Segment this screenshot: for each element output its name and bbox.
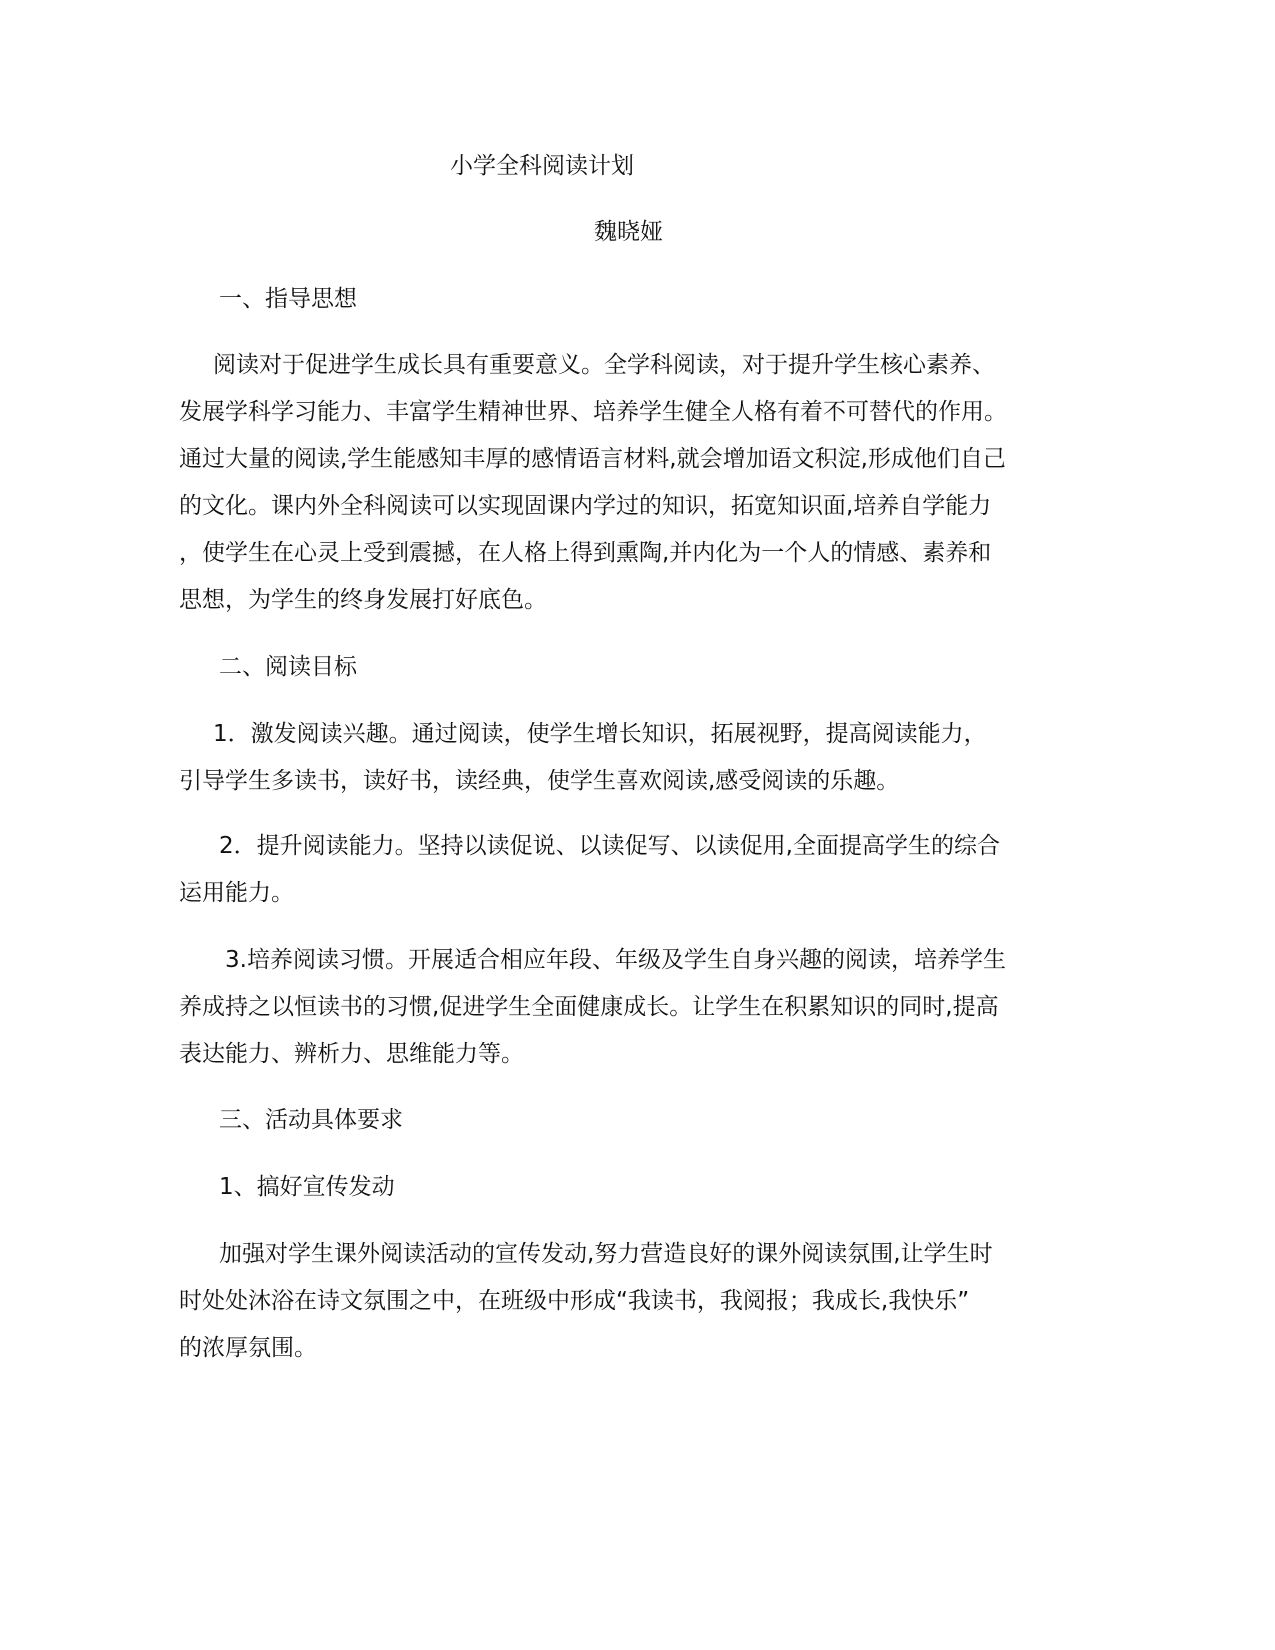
paragraph-line: ，使学生在心灵上受到震撼，在人格上得到熏陶,并内化为一个人的情感、素养和	[179, 540, 992, 566]
paragraph-line: 2．提升阅读能力。坚持以读促说、以读促写、以读促用,全面提高学生的综合	[219, 833, 1000, 859]
section-heading-reading-goals: 二、阅读目标	[219, 654, 357, 680]
paragraph-line: 表达能力、辨析力、思维能力等。	[179, 1041, 524, 1067]
paragraph-line: 的浓厚氛围。	[179, 1335, 317, 1361]
section-heading-guiding-idea: 一、指导思想	[219, 286, 357, 312]
section-heading-activity-requirements: 三、活动具体要求	[219, 1107, 403, 1133]
paragraph-line: 的文化。课内外全科阅读可以实现固课内学过的知识，拓宽知识面,培养自学能力	[179, 493, 992, 519]
paragraph-line: 养成持之以恒读书的习惯,促进学生全面健康成长。让学生在积累知识的同时,提高	[179, 994, 999, 1020]
paragraph-line: 通过大量的阅读,学生能感知丰厚的感情语言材料,就会增加语文积淀,形成他们自己	[179, 446, 1006, 472]
paragraph-line: 时处处沐浴在诗文氛围之中，在班级中形成“我读书，我阅报；我成长,我快乐”	[179, 1288, 970, 1314]
document-title: 小学全科阅读计划	[450, 153, 634, 179]
paragraph-line: 引导学生多读书，读好书，读经典，使学生喜欢阅读,感受阅读的乐趣。	[179, 768, 900, 794]
paragraph-line: 3.培养阅读习惯。开展适合相应年段、年级及学生自身兴趣的阅读，培养学生	[225, 947, 1006, 973]
paragraph-line: 运用能力。	[179, 880, 294, 906]
paragraph-line: 思想，为学生的终身发展打好底色。	[179, 587, 547, 613]
paragraph-line: 加强对学生课外阅读活动的宣传发动,努力营造良好的课外阅读氛围,让学生时	[219, 1241, 993, 1267]
paragraph-line: 阅读对于促进学生成长具有重要意义。全学科阅读，对于提升学生核心素养、	[213, 352, 995, 378]
author-name: 魏晓娅	[594, 219, 663, 245]
paragraph-line: 1．激发阅读兴趣。通过阅读，使学生增长知识，拓展视野，提高阅读能力，	[213, 721, 987, 747]
subsection-heading-publicity: 1、搞好宣传发动	[219, 1174, 395, 1200]
paragraph-line: 发展学科学习能力、丰富学生精神世界、培养学生健全人格有着不可替代的作用。	[179, 399, 1007, 425]
